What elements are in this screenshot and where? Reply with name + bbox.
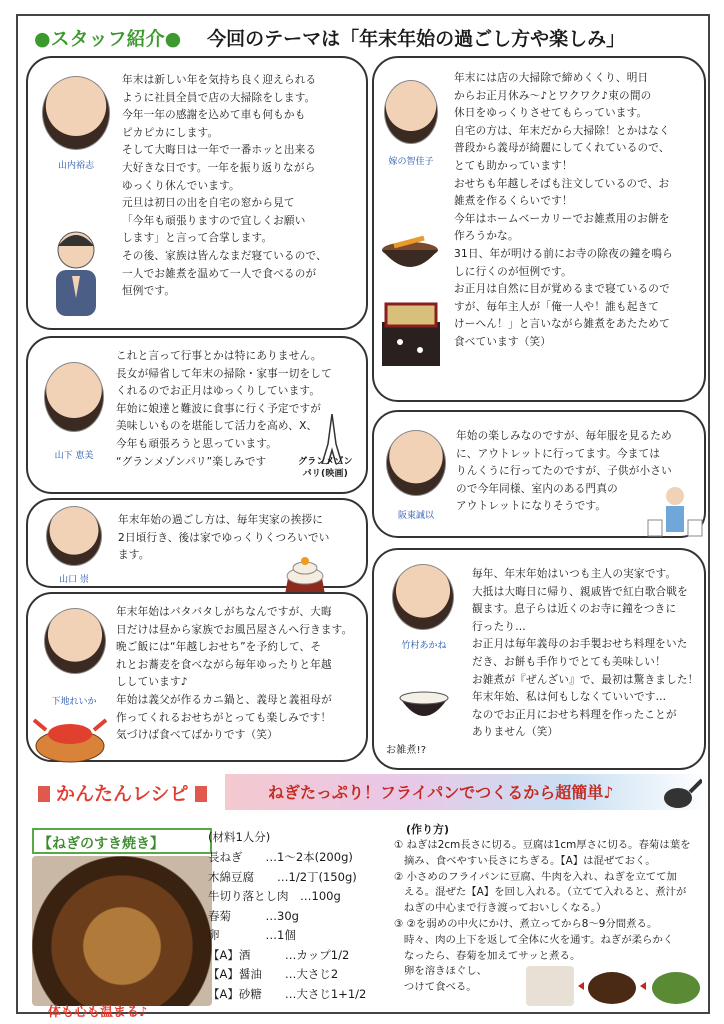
staff-name: 山下 恵美 bbox=[54, 451, 94, 461]
zenzai-bowl-icon bbox=[398, 688, 450, 726]
recipe-heading: かんたんレシピ bbox=[32, 779, 213, 806]
osechi-box-icon bbox=[380, 302, 442, 368]
staff-name: 阪東誠以 bbox=[397, 511, 434, 521]
staff-comment: 年末年始はバタバタしがちなんですが、大晦 日だけは昼から家族でお風呂屋さんへ行きます。 晩ご飯には“年越しおせち”を予約して、そ れとお蕎麦を食べながら毎年ゆったりと年越 ししています♪ 年始は義父が作るカニ鍋と、義母と義祖母が 作ってくれるおせちがとっても楽しみです！ 気づけば食べてばかりです（笑） bbox=[116, 606, 353, 742]
theme-title: 今回のテーマは「年末年始の過ごし方や楽しみ」 bbox=[207, 28, 626, 50]
ingredients-title: (材料1人分) bbox=[208, 830, 271, 844]
dish-title: 【ねぎのすき焼き】 bbox=[32, 828, 212, 854]
movie-caption: グランメゾン パリ(映画) bbox=[298, 457, 353, 479]
staff-photo bbox=[42, 76, 110, 150]
staff-name: 山内裕志 bbox=[57, 161, 94, 171]
steps-list: ① ねぎは2cm長さに切る。豆腐は1cm厚さに切る。春菊は葉を 摘み、食べやすい長さにちぎる。【A】は混ぜておく。 ② 小さめのフライパンに豆腐、牛肉を入れ、ねぎを立てて加 える。混ぜた【A】を回し入れる。（立てて入れると、煮汁が ねぎの中心まで行き渡っておいしくなる。） ③ ②を弱めの中火にかけ、煮立ってから8～9分間煮る。 時々、肉の上下を返して全体に火を通す。ねぎが柔らかく なったら、春菊を加えてサッと煮る。 卵を溶きほぐし、 つけて食べる。 bbox=[394, 839, 691, 994]
frying-pan-icon bbox=[662, 776, 702, 810]
staff-name: 下地れいか bbox=[51, 697, 97, 707]
staff-photo bbox=[392, 564, 454, 630]
staff-name: 嫁の智佳子 bbox=[388, 157, 434, 167]
crab-pot-illustration bbox=[32, 706, 108, 766]
staff-comment: これと言って行事とかは特にありません。 長女が帰省して年末の掃除・家事一切をして くれるのでお正月はゆっくりしています。 年始に娘達と難波に食事に行く予定ですが 美味しいものを堪能して活力を高め、X、 今年も頑張ろうと思っています。 “グランメゾンパリ”楽しみです bbox=[116, 350, 332, 468]
staff-photo bbox=[46, 506, 102, 566]
recipe-subtitle: ねぎたっぷり！フライパンでつくるから超簡単♪ bbox=[268, 783, 614, 802]
zoni-caption: お雑煮!? bbox=[386, 745, 427, 756]
sukiyaki-photo bbox=[32, 856, 212, 1006]
staff-comment: 年末は新しい年を気持ち良く迎えられる ように社員全員で店の大掃除をします。 今年一年の感謝を込めて車も何もかも ピカピカにします。 そして大晦日は一年で一番ホッと出来る 大好きな日です。一年を振り返りながら ゆっくり休んでいます。 元旦は初日の出を自宅の窓から見て 「今年も頑張りますので宜しくお願い します」と言って合掌します。 その後、家族は皆んなまだ寝ているので、 一人でお雑煮を温めて一人で食べるのが 恒例です。 bbox=[122, 74, 327, 298]
staff-name: 竹村あかね bbox=[401, 641, 447, 651]
staff-comment: 毎年、年末年始はいつも主人の実家です。 大抵は大晦日に帰り、親戚皆で紅白歌合戦を 観ます。息子らは近くのお寺に鐘をつきに 行ったり… お正月は毎年義母のお手製おせち料理をいた だき、お餅も手作りでとても美味しい！ お雑煮が『ぜんざい』で、最初は驚きました！ 年末年始、私は何もしなくていいです… なのでお正月におせち料理を作ったことが ありません（笑） bbox=[472, 568, 699, 739]
newsletter-page bbox=[16, 14, 710, 1020]
staff-card-takemura bbox=[372, 548, 706, 770]
staff-card-yamauchi bbox=[26, 56, 368, 330]
staff-comment: 年末年始の過ごし方は、毎年実家の挨拶に 2日頃行き、後は家でゆっくりくつろいでい ます。 bbox=[118, 514, 330, 562]
cooking-step-photos bbox=[524, 962, 704, 1008]
steps-title: (作り方) bbox=[406, 823, 450, 836]
shopping-person-illustration bbox=[646, 484, 704, 552]
section-title: ●スタッフ紹介● bbox=[34, 28, 182, 50]
staff-photo bbox=[44, 608, 106, 674]
staff-photo bbox=[44, 362, 104, 432]
praying-man-illustration bbox=[48, 228, 104, 318]
staff-comment: 年末には店の大掃除で締めくくり、明日 からお正月休み～♪とワクワク♪束の間の 休日をゆっくりさせてもらっています。 自宅の方は、年末だから大掃除！とかはなく 普段から義母が綺麗にしてくれているので、 とても助かっています！ おせちも年越しそばも注文しているので、お 雑煮を作るくらいです！ 今年はホームベーカリーでお雑煮用のお餅を 作ろうかな。 31日、年が明ける前にお寺の除夜の鐘を鳴ら しに行くのが恒例です。 お正月は自然に目が覚めるまで寝ているので すが、毎年主人が「俺一人や！誰も起きて けーへん！」と言いながら雑煮をあたためて 食べています（笑） bbox=[454, 72, 673, 348]
staff-comment: 年始の楽しみなのですが、毎年服を見るため に、アウトレットに行ってます。今まては りんくうに行ってたのですが、子供が小さい ので今年同様、室内のある門真の アウトレットになりそうです。 bbox=[456, 430, 672, 513]
staff-photo bbox=[384, 80, 438, 144]
ingredients-list: 長ねぎ …1～2本(200g) 木綿豆腐 …1/2丁(150g) 牛切り落とし肉 …100g 春菊 …30g 卵 …1個 【A】酒 …カップ1/2 【A】醤油 …大さじ2 【A】砂糖 …大さじ1+1/2 bbox=[208, 850, 367, 1001]
page-header bbox=[34, 24, 625, 51]
soba-bowl-icon bbox=[380, 234, 440, 278]
recipe-banner bbox=[18, 774, 708, 810]
staff-name: 山口 崇 bbox=[59, 575, 89, 585]
dish-caption: 体も心も温まる♪ bbox=[48, 1005, 148, 1020]
staff-card-chikako bbox=[372, 56, 706, 402]
staff-photo bbox=[386, 430, 446, 496]
